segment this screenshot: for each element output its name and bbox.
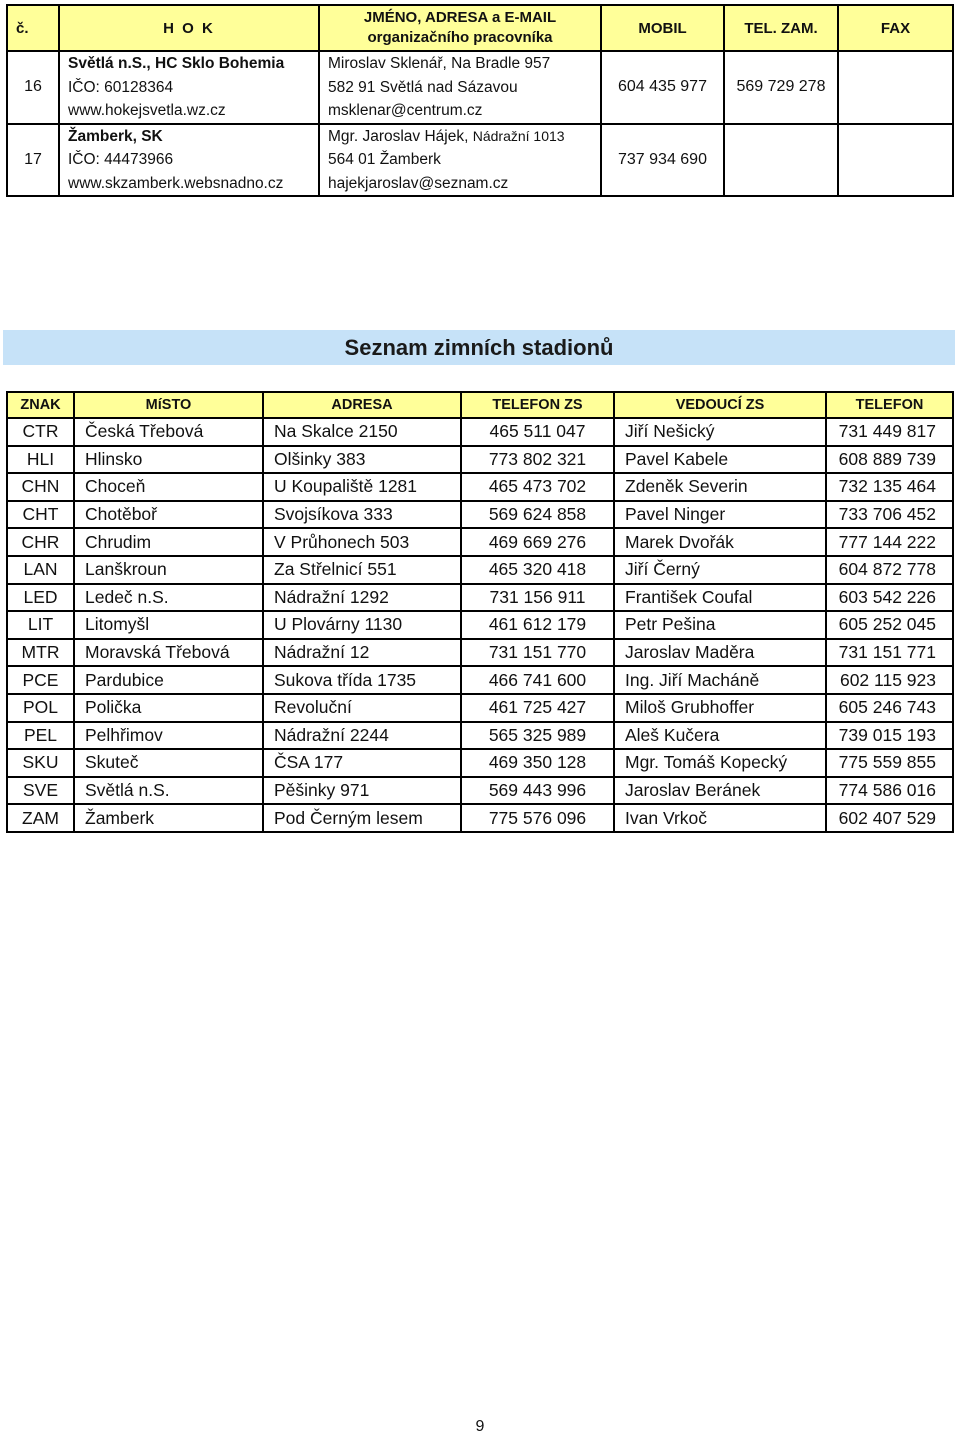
stadium-phone: 469 669 276	[461, 528, 614, 556]
header-mobile: MOBIL	[601, 5, 724, 51]
contact-city: 564 01 Žamberk	[328, 151, 441, 168]
stadium-place: Pelhřimov	[74, 722, 263, 750]
stadium-manager: Jaroslav Maděra	[614, 639, 826, 667]
contact-street: Nádražní 1013	[472, 127, 565, 144]
header-contact	[319, 5, 601, 51]
club-website-link[interactable]: www.hokejsvetla.wz.cz	[68, 102, 226, 119]
stadium-manager: Miloš Grubhoffer	[614, 694, 826, 722]
club-name: Světlá n.S., HC Sklo Bohemia	[68, 55, 285, 72]
stadium-row	[7, 749, 953, 777]
stadium-phone: 466 741 600	[461, 666, 614, 694]
stadium-place: Chrudim	[74, 528, 263, 556]
stadium-row	[7, 666, 953, 694]
header-code: ZNAK	[7, 392, 74, 418]
stadium-row	[7, 694, 953, 722]
stadium-place: Moravská Třebová	[74, 639, 263, 667]
stadium-phone: 731 156 911	[461, 584, 614, 612]
stadium-manager: Petr Pešina	[614, 611, 826, 639]
stadium-place: Lanškroun	[74, 556, 263, 584]
stadium-phone: 465 320 418	[461, 556, 614, 584]
stadium-phone: 465 511 047	[461, 418, 614, 446]
stadium-code: CHR	[7, 528, 74, 556]
stadium-manager: Pavel Ninger	[614, 501, 826, 529]
stadium-row	[7, 804, 953, 832]
stadium-place: Polička	[74, 694, 263, 722]
club-ico: IČO: 44473966	[68, 151, 174, 168]
stadium-place: Česká Třebová	[74, 418, 263, 446]
club-number: 16	[7, 51, 59, 124]
club-name: Žamberk, SK	[68, 127, 163, 145]
contact-email-link[interactable]: hajekjaroslav@seznam.cz	[328, 174, 509, 192]
manager-phone: 603 542 226	[826, 584, 953, 612]
manager-phone: 731 449 817	[826, 418, 953, 446]
stadium-place: Chotěboř	[74, 501, 263, 529]
stadium-place: Litomyšl	[74, 611, 263, 639]
fax-number	[838, 124, 953, 197]
stadium-place: Pardubice	[74, 666, 263, 694]
stadium-address: Olšinky 383	[263, 446, 461, 474]
stadiums-body	[7, 418, 953, 832]
stadium-manager: Pavel Kabele	[614, 446, 826, 474]
club-website-link[interactable]: www.skzamberk.websnadno.cz	[68, 174, 284, 192]
page-number: 9	[475, 1418, 485, 1435]
stadium-phone: 461 725 427	[461, 694, 614, 722]
header-place: MíSTO	[74, 392, 263, 418]
manager-phone: 733 706 452	[826, 501, 953, 529]
stadium-row	[7, 611, 953, 639]
stadium-address: Pod Černým lesem	[263, 804, 461, 832]
header-contact-line1: JMÉNO, ADRESA a E-MAIL	[363, 9, 557, 26]
stadium-phone: 465 473 702	[461, 473, 614, 501]
stadium-manager: František Coufal	[614, 584, 826, 612]
stadium-address: Pěšinky 971	[263, 777, 461, 805]
stadium-place: Žamberk	[74, 804, 263, 832]
stadium-code: LAN	[7, 556, 74, 584]
contact-name-line	[328, 125, 600, 149]
stadium-place: Skuteč	[74, 749, 263, 777]
stadium-code: MTR	[7, 639, 74, 667]
stadium-code: HLI	[7, 446, 74, 474]
club-row	[7, 124, 953, 197]
manager-phone: 774 586 016	[826, 777, 953, 805]
stadium-place: Hlinsko	[74, 446, 263, 474]
mobile-number: 604 435 977	[601, 51, 724, 124]
stadium-phone: 565 325 989	[461, 722, 614, 750]
club-info	[59, 124, 319, 197]
manager-phone: 731 151 771	[826, 639, 953, 667]
stadium-row	[7, 528, 953, 556]
header-contact-line2: organizačního pracovníka	[367, 29, 553, 46]
contact-email-link[interactable]: msklenar@centrum.cz	[328, 102, 483, 119]
stadium-address: ČSA 177	[263, 749, 461, 777]
stadium-address: Nádražní 2244	[263, 722, 461, 750]
stadium-manager: Jiří Nešický	[614, 418, 826, 446]
tel-number: 569 729 278	[724, 51, 838, 124]
manager-phone: 605 252 045	[826, 611, 953, 639]
contact-city: 582 91 Světlá nad Sázavou	[328, 78, 518, 96]
stadium-row	[7, 446, 953, 474]
stadium-place: Světlá n.S.	[74, 777, 263, 805]
stadium-address: U Koupaliště 1281	[263, 473, 461, 501]
club-contacts-table	[6, 4, 954, 197]
stadium-code: LED	[7, 584, 74, 612]
stadium-manager: Ivan Vrkoč	[614, 804, 826, 832]
stadium-manager: Marek Dvořák	[614, 528, 826, 556]
stadium-row	[7, 501, 953, 529]
stadium-manager: Aleš Kučera	[614, 722, 826, 750]
stadium-manager: Zdeněk Severin	[614, 473, 826, 501]
manager-phone: 739 015 193	[826, 722, 953, 750]
stadium-row	[7, 418, 953, 446]
contact-name: Miroslav Sklenář, Na Bradle 957	[328, 55, 551, 72]
stadium-code: LIT	[7, 611, 74, 639]
stadium-row	[7, 584, 953, 612]
stadium-code: SVE	[7, 777, 74, 805]
contact-info	[319, 124, 601, 197]
club-info	[59, 51, 319, 124]
club-number: 17	[7, 124, 59, 197]
stadium-phone: 775 576 096	[461, 804, 614, 832]
stadium-code: ZAM	[7, 804, 74, 832]
header-stadium-phone: TELEFON ZS	[461, 392, 614, 418]
stadium-phone: 773 802 321	[461, 446, 614, 474]
stadium-code: PCE	[7, 666, 74, 694]
stadium-code: POL	[7, 694, 74, 722]
club-ico: IČO: 60128364	[68, 78, 174, 96]
header-hok: H O K	[59, 5, 319, 51]
header-address: ADRESA	[263, 392, 461, 418]
tel-number	[724, 124, 838, 197]
stadium-manager: Mgr. Tomáš Kopecký	[614, 749, 826, 777]
stadium-manager: Jiří Černý	[614, 556, 826, 584]
manager-phone: 608 889 739	[826, 446, 953, 474]
manager-phone: 602 407 529	[826, 804, 953, 832]
stadium-phone: 569 443 996	[461, 777, 614, 805]
stadium-address: U Plovárny 1130	[263, 611, 461, 639]
stadium-code: PEL	[7, 722, 74, 750]
stadium-row	[7, 777, 953, 805]
manager-phone: 605 246 743	[826, 694, 953, 722]
stadium-code: CTR	[7, 418, 74, 446]
manager-phone: 732 135 464	[826, 473, 953, 501]
header-tel: TEL. ZAM.	[724, 5, 838, 51]
stadiums-header-row	[7, 392, 953, 418]
stadium-row	[7, 639, 953, 667]
stadiums-table	[6, 391, 954, 833]
header-number: č.	[7, 5, 59, 51]
stadium-row	[7, 556, 953, 584]
stadium-phone: 469 350 128	[461, 749, 614, 777]
stadium-place: Choceň	[74, 473, 263, 501]
manager-phone: 777 144 222	[826, 528, 953, 556]
manager-phone: 602 115 923	[826, 666, 953, 694]
stadium-place: Ledeč n.S.	[74, 584, 263, 612]
stadium-manager: Ing. Jiří Macháně	[614, 666, 826, 694]
club-header-row	[7, 5, 953, 51]
stadium-manager: Jaroslav Beránek	[614, 777, 826, 805]
contact-info	[319, 51, 601, 124]
stadium-row	[7, 722, 953, 750]
stadium-address: Svojsíkova 333	[263, 501, 461, 529]
fax-number	[838, 51, 953, 124]
manager-phone: 775 559 855	[826, 749, 953, 777]
stadium-address: Nádražní 1292	[263, 584, 461, 612]
stadiums-title: Seznam zimních stadionů	[344, 334, 614, 360]
manager-phone: 604 872 778	[826, 556, 953, 584]
stadiums-title-bar	[3, 330, 955, 365]
stadium-address: Revoluční	[263, 694, 461, 722]
header-manager: VEDOUCÍ ZS	[614, 392, 826, 418]
stadium-code: CHN	[7, 473, 74, 501]
stadium-phone: 569 624 858	[461, 501, 614, 529]
stadium-code: CHT	[7, 501, 74, 529]
stadium-address: V Průhonech 503	[263, 528, 461, 556]
stadium-address: Na Skalce 2150	[263, 418, 461, 446]
header-fax: FAX	[838, 5, 953, 51]
stadium-address: Za Střelnicí 551	[263, 556, 461, 584]
header-phone: TELEFON	[826, 392, 953, 418]
stadium-row	[7, 473, 953, 501]
stadium-code: SKU	[7, 749, 74, 777]
contact-name: Mgr. Jaroslav Hájek,	[328, 127, 473, 145]
stadium-phone: 731 151 770	[461, 639, 614, 667]
club-row	[7, 51, 953, 124]
stadium-phone: 461 612 179	[461, 611, 614, 639]
mobile-number: 737 934 690	[601, 124, 724, 197]
stadium-address: Nádražní 12	[263, 639, 461, 667]
stadium-address: Sukova třída 1735	[263, 666, 461, 694]
